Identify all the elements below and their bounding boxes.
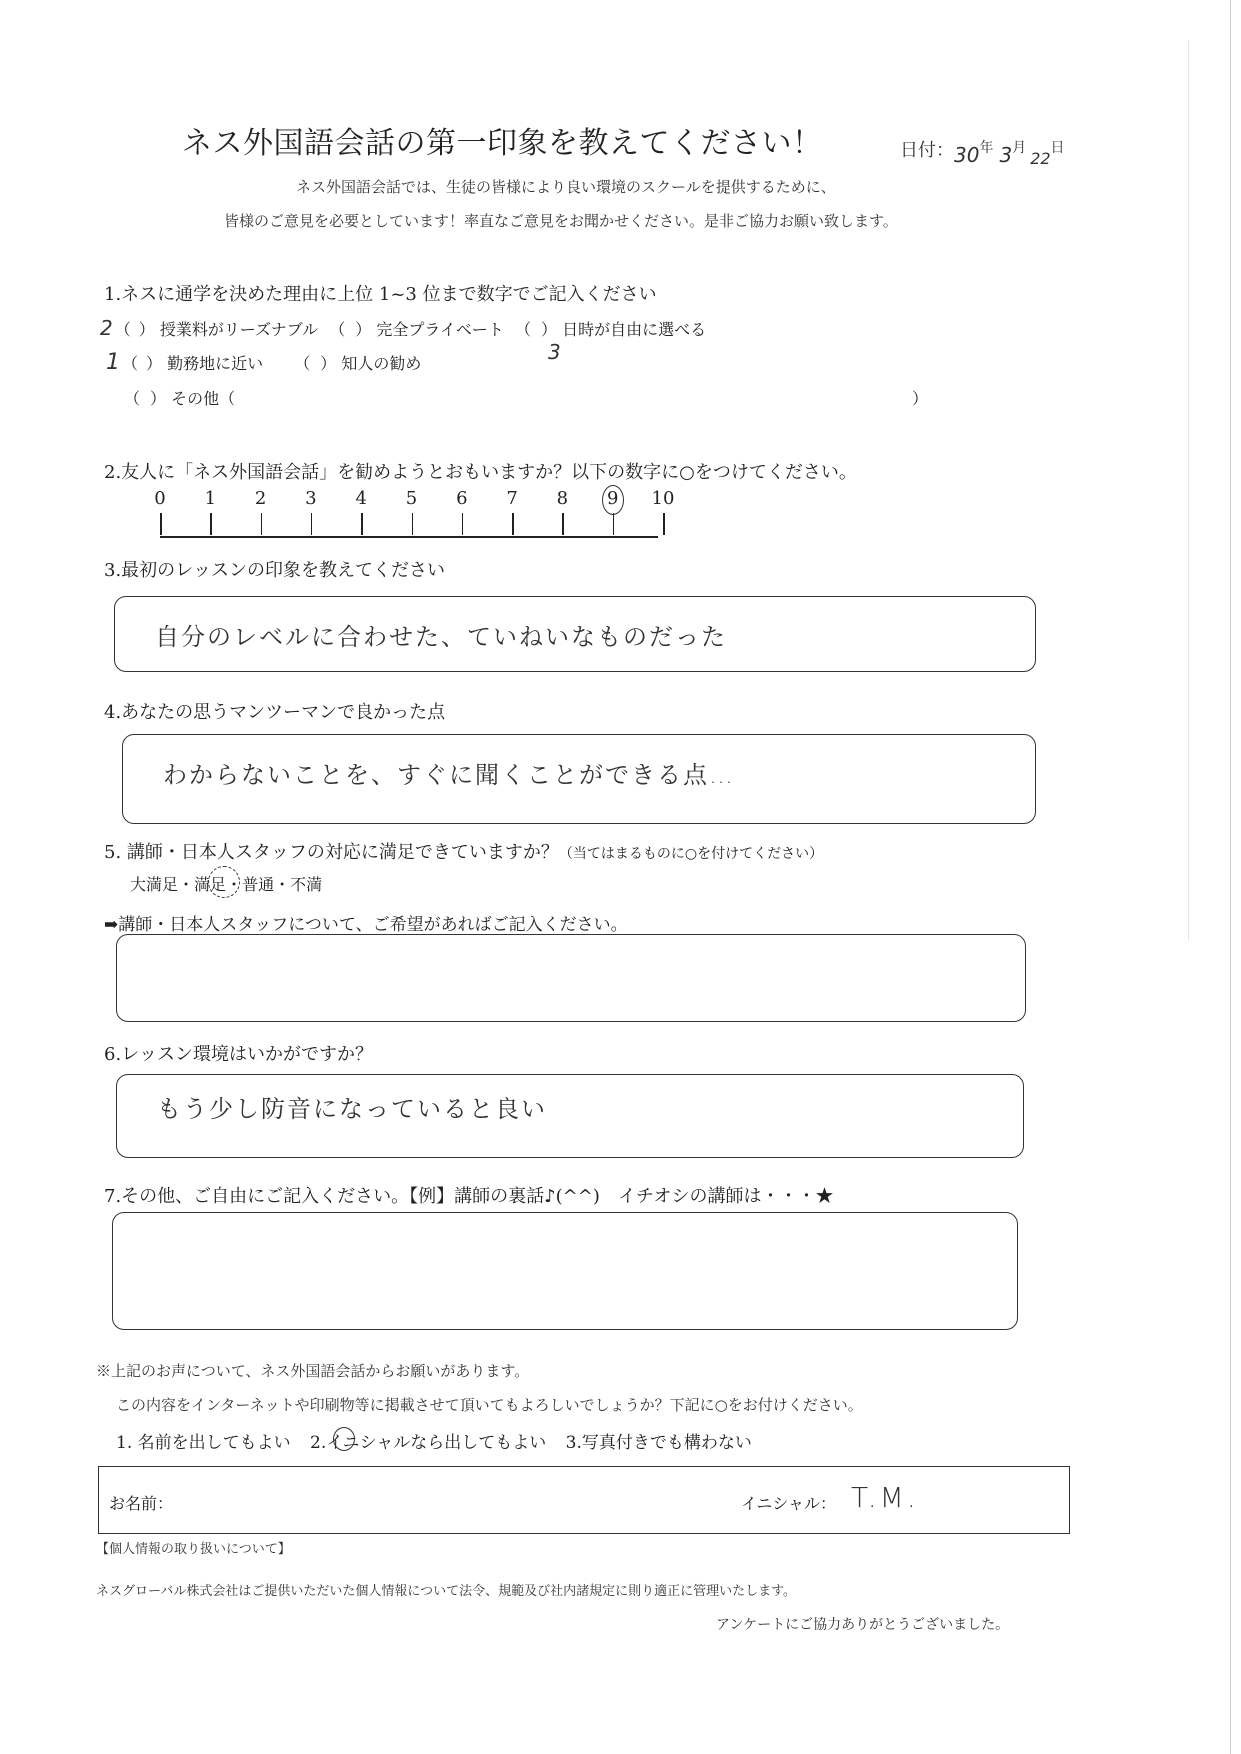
q3-answer-text: 自分のレベルに合わせた、ていねいなものだった: [155, 623, 727, 651]
consent-option-photo[interactable]: 3.写真付きでも構わない: [565, 1433, 752, 1453]
q7-question: 7.その他、ご自由にご記入ください。【例】講師の裏話♪(^^) イチオシの講師は・・・★: [104, 1186, 834, 1207]
q1-rank-near-work[interactable]: 1: [106, 350, 120, 375]
scale-tick-0: [160, 513, 162, 535]
consent-notice: ※上記のお声について、ネス外国語会話からお願いがあります。: [96, 1362, 530, 1380]
paren: ）: [150, 389, 167, 408]
scale-label-5[interactable]: 5: [405, 488, 418, 509]
q1-rank-schedule[interactable]: 3: [548, 340, 561, 364]
scale-selection-circle: [602, 485, 624, 515]
scale-tick-4: [361, 513, 363, 535]
q1-option-referral: 知人の勧め: [341, 354, 422, 373]
scale-tick-1: [210, 513, 212, 535]
q6-question: 6.レッスン環境はいかがですか？: [104, 1044, 373, 1065]
scan-edge-line: [1188, 40, 1189, 940]
q1-other-close-paren: ）: [912, 389, 929, 408]
q3-answer-box[interactable]: [114, 596, 1036, 672]
scale-label-1[interactable]: 1: [204, 488, 217, 509]
scale-tick-3: [311, 513, 313, 535]
paren: （: [329, 320, 346, 339]
date-year: 30: [954, 143, 980, 167]
q1-row-2: [106, 350, 421, 375]
date-day-unit: 日: [1050, 140, 1065, 156]
consent-option-name[interactable]: 1. 名前を出してもよい: [116, 1433, 291, 1453]
q4-answer-text: わからないことを、すぐに聞くことができる点…: [163, 761, 735, 789]
scale-tick-10: [663, 513, 665, 535]
paren: ）: [138, 320, 155, 339]
separator: ・: [226, 875, 243, 894]
paren: ）: [540, 320, 557, 339]
name-box: [98, 1466, 1070, 1534]
form-title: ネス外国語会話の第一印象を教えてください！: [182, 126, 823, 161]
paren: ）: [355, 320, 372, 339]
paren: ）: [320, 354, 337, 373]
paren: （: [124, 389, 141, 408]
paren: （: [114, 320, 131, 339]
q5-question-text: 5. 講師・日本人スタッフの対応に満足できていますか？: [104, 842, 559, 863]
scale-tick-5: [412, 513, 414, 535]
q1-option-near-work: 勤務地に近い: [167, 354, 264, 373]
initial-value[interactable]: T.M.: [851, 1481, 919, 1514]
scale-tick-9: [613, 513, 615, 535]
scale-tick-6: [462, 513, 464, 535]
consent-request: この内容をインターネットや印刷物等に掲載させて頂いてもよろしいでしょうか？下記に○をお付けください。: [116, 1396, 863, 1414]
scale-tick-7: [512, 513, 514, 535]
scale-tick-8: [562, 513, 564, 535]
q5-option-dissatisfied[interactable]: 不満: [290, 875, 323, 894]
date-month: 3: [999, 143, 1013, 167]
q1-option-private: 完全プライベート: [376, 320, 504, 339]
q5-option-satisfied[interactable]: 満足: [194, 875, 227, 894]
q4-answer-box[interactable]: [122, 734, 1036, 824]
consent-options: [116, 1428, 752, 1453]
q7-answer-box[interactable]: [112, 1212, 1018, 1330]
scale-tick-2: [261, 513, 263, 535]
separator: ・: [274, 875, 291, 894]
scale-label-9[interactable]: 9: [606, 488, 619, 509]
privacy-text: ネスグローバル株式会社はご提供いただいた個人情報について法令、規範及び社内諸規定に則り適正に管理いたします。: [96, 1584, 797, 1599]
q1-option-reasonable: 授業料がリーズナブル: [159, 320, 319, 339]
q5-note: （当てはまるものに○を付けてください）: [558, 846, 824, 862]
q5-question: [104, 838, 823, 864]
q1-row-3: [124, 386, 235, 409]
q5-selection-circle: [208, 866, 243, 898]
q4-question: 4.あなたの思うマンツーマンで良かった点: [104, 702, 446, 723]
date-month-unit: 月: [1012, 140, 1027, 156]
q1-option-other: その他（: [171, 389, 236, 408]
q5-followup-question: ➡講師・日本人スタッフについて、ご希望があればご記入ください。: [104, 915, 628, 935]
scale-label-10[interactable]: 10: [651, 488, 675, 509]
scale-label-3[interactable]: 3: [305, 488, 317, 509]
date-year-unit: 年: [979, 140, 994, 156]
scale-label-6[interactable]: 6: [456, 488, 468, 509]
q6-answer-box[interactable]: [116, 1074, 1024, 1158]
q1-row-1: [100, 316, 706, 340]
date-label: 日付：: [900, 140, 954, 161]
q5-followup-box[interactable]: [116, 934, 1026, 1022]
q1-question: 1.ネスに通学を決めた理由に上位 1~3 位まで数字でご記入ください: [104, 284, 657, 305]
paren: ）: [146, 354, 163, 373]
intro-line-2: 皆様のご意見を必要としています！率直なご意見をお聞かせください。是非ご協力お願い致します。: [224, 212, 898, 230]
q3-question: 3.最初のレッスンの印象を教えてください: [104, 560, 445, 581]
name-label: お名前：: [109, 1494, 174, 1513]
q6-answer-text: もう少し防音になっていると良い: [157, 1095, 547, 1123]
q1-option-schedule: 日時が自由に選べる: [562, 320, 707, 339]
scale-baseline: [160, 536, 658, 538]
date-field[interactable]: [900, 136, 1065, 168]
scale-label-7[interactable]: 7: [506, 488, 518, 509]
scale-label-8[interactable]: 8: [556, 488, 569, 509]
scale-label-2[interactable]: 2: [254, 488, 267, 509]
q5-option-neutral[interactable]: 普通: [242, 875, 275, 894]
paren: （: [514, 320, 531, 339]
consent-option-initials[interactable]: 2.イニシャルなら出してもよい: [310, 1433, 547, 1453]
thanks-message: アンケートにご協力ありがとうございました。: [716, 1617, 1010, 1633]
q2-question: 2.友人に「ネス外国語会話」を勧めようとおもいますか？以下の数字に○をつけてください。: [104, 462, 857, 483]
scale-label-4[interactable]: 4: [355, 488, 367, 509]
initial-label: イニシャル：: [741, 1494, 837, 1513]
paren: （: [294, 354, 311, 373]
date-day: 22: [1030, 149, 1051, 168]
consent-selection-circle: [333, 1427, 355, 1451]
separator: ・: [178, 875, 195, 894]
q1-rank-reasonable[interactable]: 2: [100, 316, 113, 340]
paren: （: [122, 354, 139, 373]
privacy-heading: 【個人情報の取り扱いについて】: [96, 1542, 291, 1557]
q5-option-very-satisfied[interactable]: 大満足: [130, 875, 179, 894]
scale-label-0[interactable]: 0: [154, 488, 166, 509]
scan-edge-line: [1230, 0, 1231, 1754]
intro-line-1: ネス外国語会話では、生徒の皆様により良い環境のスクールを提供するために、: [296, 178, 836, 196]
name-value[interactable]: [189, 1487, 489, 1511]
